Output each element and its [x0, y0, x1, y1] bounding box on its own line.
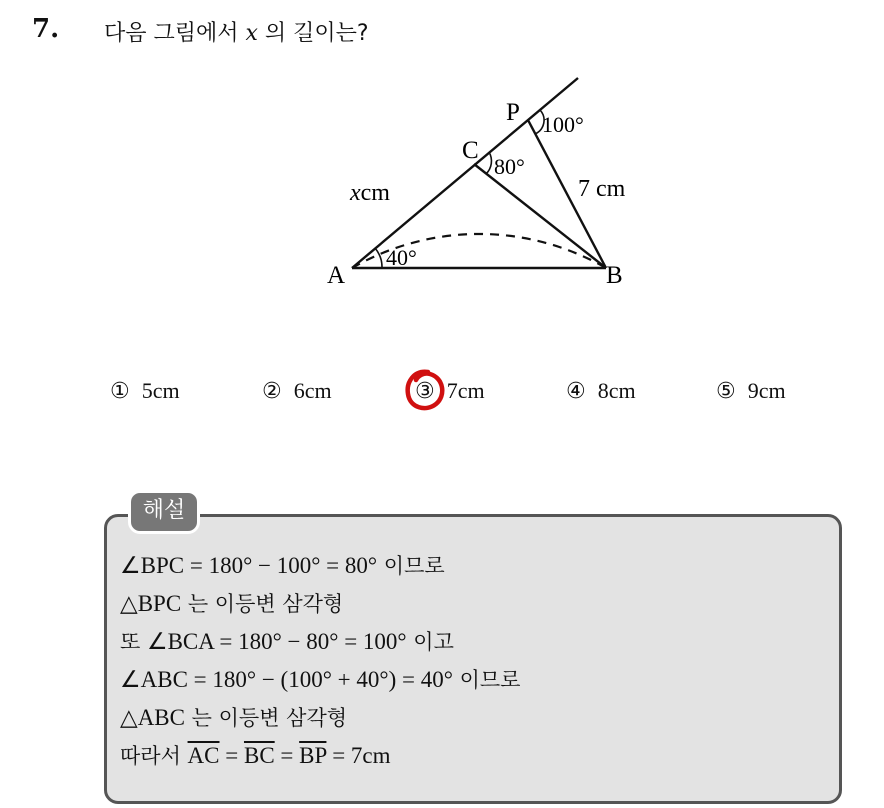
choice-2[interactable]: ② 6cm	[262, 378, 332, 404]
question-number: 7.	[32, 14, 60, 44]
choice-5[interactable]: ⑤ 9cm	[716, 378, 786, 404]
explanation-line-3: 또 ∠BCA = 180° − 80° = 100° 이고	[120, 629, 454, 654]
choice-4[interactable]: ④ 8cm	[566, 378, 636, 404]
explanation-line-6: 따라서 $\overline{AC} = \overline{BC} = \overline{BP} = 7cm$	[120, 743, 391, 768]
explanation-line-5: △ABC 는 이등변 삼각형	[120, 705, 348, 730]
label-side-x: xcm	[350, 180, 390, 206]
label-a: A	[327, 262, 346, 289]
triangle-figure	[0, 0, 884, 340]
explanation-line-2: △BPC 는 이등변 삼각형	[120, 591, 344, 616]
explanation-tab: 해설	[128, 490, 200, 534]
question-text: 다음 그림에서 x 의 길이는?	[104, 21, 369, 46]
explanation-line-4: ∠ABC = 180° − (100° + 40°) = 40° 이므로	[120, 667, 521, 692]
label-angle-a: 40°	[386, 245, 417, 270]
line-a-p	[352, 78, 578, 268]
label-c: C	[462, 137, 479, 164]
label-p: P	[506, 99, 520, 126]
angle-mark-a	[375, 248, 382, 268]
answer-circle-mark	[404, 366, 448, 416]
choice-1[interactable]: ① 5cm	[110, 378, 180, 404]
explanation-line-1: ∠BPC = 180° − 100° = 80° 이므로	[120, 553, 445, 578]
label-angle-c: 80°	[494, 154, 525, 179]
label-side-bp: 7 cm	[578, 176, 626, 202]
label-angle-p: 100°	[542, 112, 584, 137]
label-b: B	[606, 262, 623, 289]
choice-3[interactable]: ③ 7cm	[415, 378, 485, 404]
